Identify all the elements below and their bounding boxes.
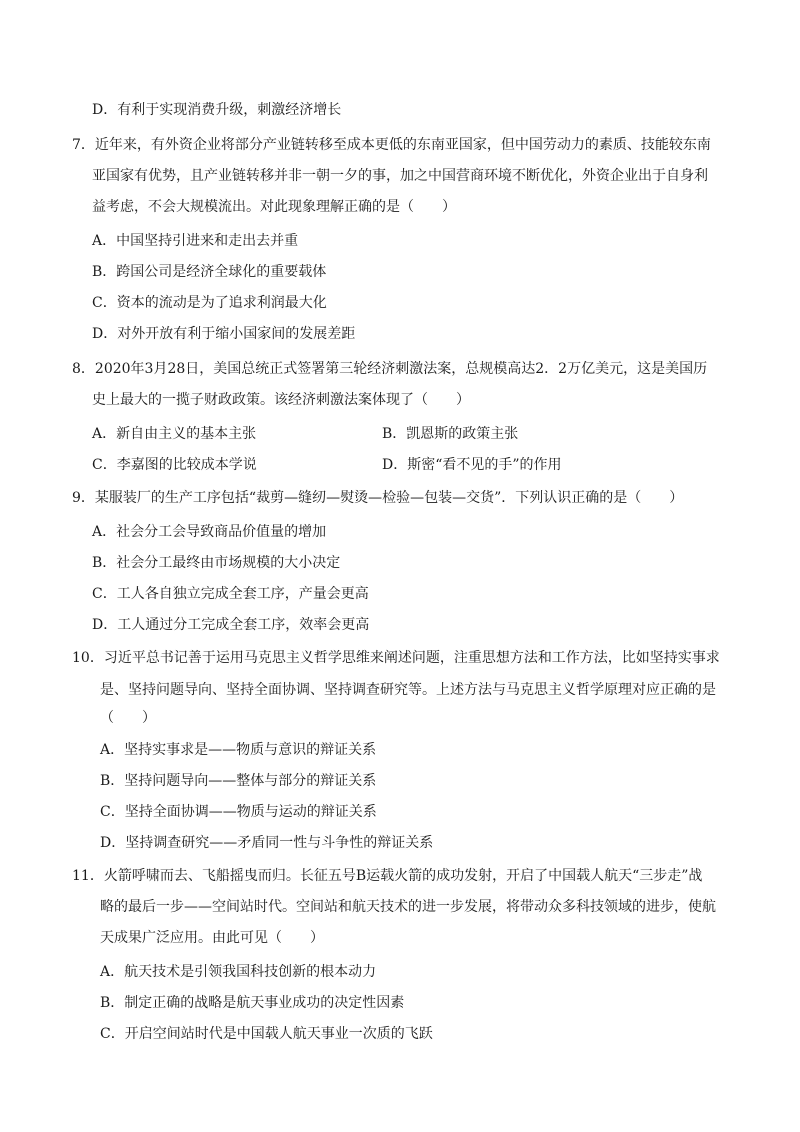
q10-stem-line-1: 10．习近平总书记善于运用马克思主义哲学思维来阐述问题，注重思想方法和工作方法，比如坚持实事求	[72, 650, 720, 666]
option-8d: D．斯密“看不见的手”的作用	[382, 457, 562, 473]
q8-stem-line-2: 史上最大的一揽子财政政策。该经济刺激法案体现了（ ）	[92, 392, 470, 408]
option-7c: C．资本的流动是为了追求利润最大化	[92, 295, 327, 311]
option-9d: D．工人通过分工完成全套工序，效率会更高	[92, 617, 370, 633]
q8-stem-line-1: 8．2020年3月28日，美国总统正式签署第三轮经济刺激法案，总规模高达2．2万亿美元，这是美国历	[72, 361, 708, 377]
option-8b: B．凯恩斯的政策主张	[382, 426, 519, 442]
option-7a: A．中国坚持引进来和走出去并重	[92, 233, 299, 249]
q9-stem-line-1: 9．某服装厂的生产工序包括“裁剪—缝纫—熨烫—检验—包装—交货”．下列认识正确的是（ ）	[72, 490, 684, 506]
q10-stem-line-3: （ ）	[100, 710, 156, 726]
option-11b: B．制定正确的战略是航天事业成功的决定性因素	[100, 995, 405, 1011]
option-9b: B．社会分工最终由市场规模的大小决定	[92, 555, 341, 571]
option-10d: D．坚持调查研究——矛盾同一性与斗争性的辩证关系	[100, 835, 434, 851]
q7-stem-line-2: 亚国家有优势，且产业链转移并非一朝一夕的事，加之中国营商环境不断优化，外资企业出于自身利	[92, 168, 708, 184]
q11-stem-line-3: 天成果广泛应用。由此可见（ ）	[100, 930, 324, 946]
option-10c: C．坚持全面协调——物质与运动的辩证关系	[100, 804, 377, 820]
q10-stem-line-2: 是、坚持问题导向、坚持全面协调、坚持调查研究等。上述方法与马克思主义哲学原理对应正确的是	[100, 682, 716, 698]
option-9a: A．社会分工会导致商品价值量的增加	[92, 524, 327, 540]
option-10a: A．坚持实事求是——物质与意识的辩证关系	[100, 742, 377, 758]
option-8a: A．新自由主义的基本主张	[92, 426, 257, 442]
option-10b: B．坚持问题导向——整体与部分的辩证关系	[100, 773, 377, 789]
option-11c: C．开启空间站时代是中国载人航天事业一次质的飞跃	[100, 1026, 433, 1042]
option-7d: D．对外开放有利于缩小国家间的发展差距	[92, 326, 356, 342]
q7-stem-line-1: 7．近年来，有外资企业将部分产业链转移至成本更低的东南亚国家，但中国劳动力的素质、技能较东南	[72, 137, 711, 153]
q7-stem-line-3: 益考虑，不会大规模流出。对此现象理解正确的是（ ）	[92, 199, 456, 215]
option-6d: D．有利于实现消费升级，刺激经济增长	[92, 102, 342, 118]
q11-stem-line-2: 略的最后一步——空间站时代。空间站和航天技术的进一步发展，将带动众多科技领域的进步，使航	[100, 899, 716, 915]
option-9c: C．工人各自独立完成全套工序，产量会更高	[92, 586, 369, 602]
q11-stem-line-1: 11．火箭呼啸而去、飞船摇曳而归。长征五号B运载火箭的成功发射，开启了中国载人航天“三步走”战	[72, 868, 703, 884]
option-7b: B．跨国公司是经济全球化的重要载体	[92, 264, 327, 280]
option-11a: A．航天技术是引领我国科技创新的根本动力	[100, 964, 377, 980]
option-8c: C．李嘉图的比较成本学说	[92, 457, 257, 473]
